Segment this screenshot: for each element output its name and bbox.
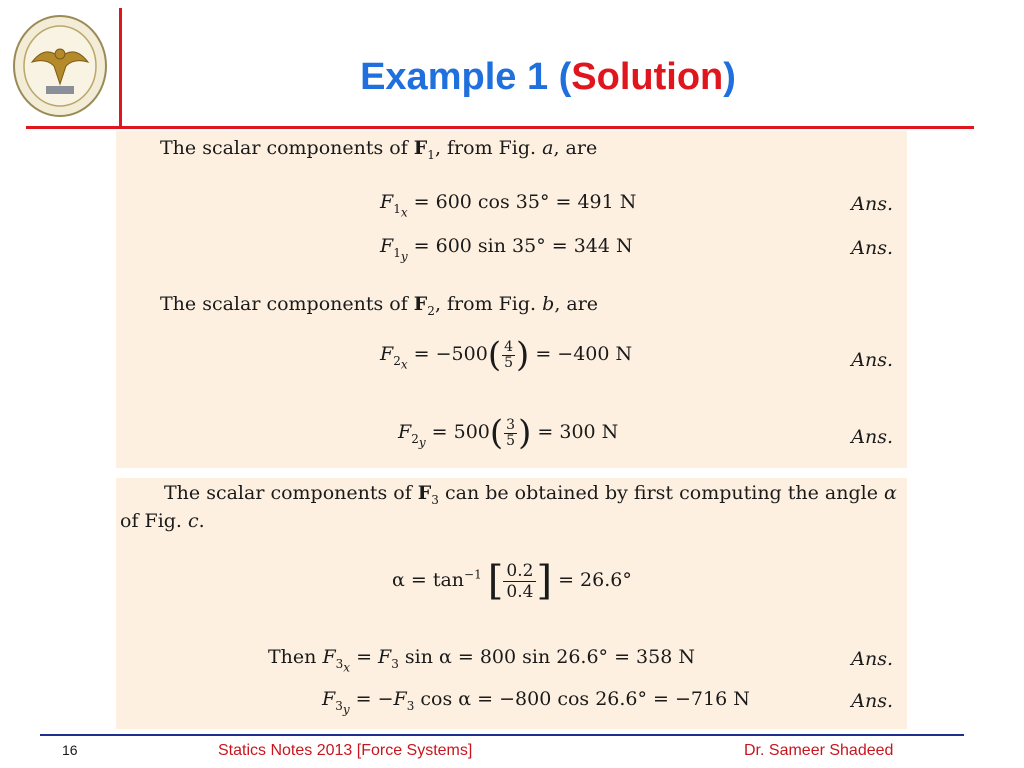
fraction-4-5: $\frac{4}{5}$ bbox=[504, 338, 513, 371]
answer-label: Ans. bbox=[851, 648, 893, 670]
fraction-0.2-0.4: $\frac{0.2}{0.4}$ bbox=[503, 561, 536, 602]
intro-f2: The scalar components of $F_2$, from Fig. b, are bbox=[160, 293, 599, 318]
fraction-3-5: $\frac{3}{5}$ bbox=[506, 416, 516, 449]
intro-f1: The scalar components of $F_1$, from Fig. a, are bbox=[160, 137, 598, 162]
answer-label: Ans. bbox=[851, 690, 893, 712]
answer-label: Ans. bbox=[851, 426, 893, 448]
footer-rule bbox=[40, 734, 964, 736]
answer-label: Ans. bbox=[851, 193, 893, 215]
answer-label: Ans. bbox=[851, 349, 893, 371]
footer-author: Dr. Sameer Shadeed bbox=[744, 742, 894, 759]
equation-f3y: $F_{3_y} = -F_3$ cos α = −800 cos 26.6° = −716 N bbox=[322, 688, 750, 717]
solution-panel-1 bbox=[116, 131, 907, 468]
page-number: 16 bbox=[62, 742, 78, 758]
equation-f2x: $F_{2_x} = -500$( $\frac{4}{5}$ ) = −400 N bbox=[380, 335, 633, 375]
page-title: Example 1 (Solution) bbox=[360, 56, 736, 98]
solution-panel-2 bbox=[116, 478, 907, 729]
title-accent: Solution bbox=[571, 56, 724, 98]
intro-f3-line1: The scalar components of $F_3$ can be obtained by first computing the angle α bbox=[164, 482, 897, 507]
title-horizontal-rule bbox=[26, 126, 974, 129]
equation-f3x: Then $F_{3_x} = F_3$ sin α = 800 sin 26.6° = 358 N bbox=[268, 646, 695, 675]
answer-label: Ans. bbox=[851, 237, 893, 259]
equation-f2y: $F_{2_y} = 500$( $\frac{3}{5}$ ) = 300 N bbox=[398, 413, 619, 453]
equation-f1y: $F_{1_y} = 600$ sin 35° = 344 N bbox=[380, 235, 633, 264]
footer-course-title: Statics Notes 2013 [Force Systems] bbox=[218, 742, 473, 759]
university-seal-logo bbox=[12, 14, 108, 118]
intro-f3-line2: of Fig. c. bbox=[120, 510, 205, 532]
equation-f1x: $F_{1_x} = 600$ cos 35° = 491 N bbox=[380, 191, 637, 220]
equation-alpha: $\alpha = \tan^{-1}$ [ $\frac{0.2}{0.4}$ ] = 26.6° bbox=[392, 558, 632, 604]
